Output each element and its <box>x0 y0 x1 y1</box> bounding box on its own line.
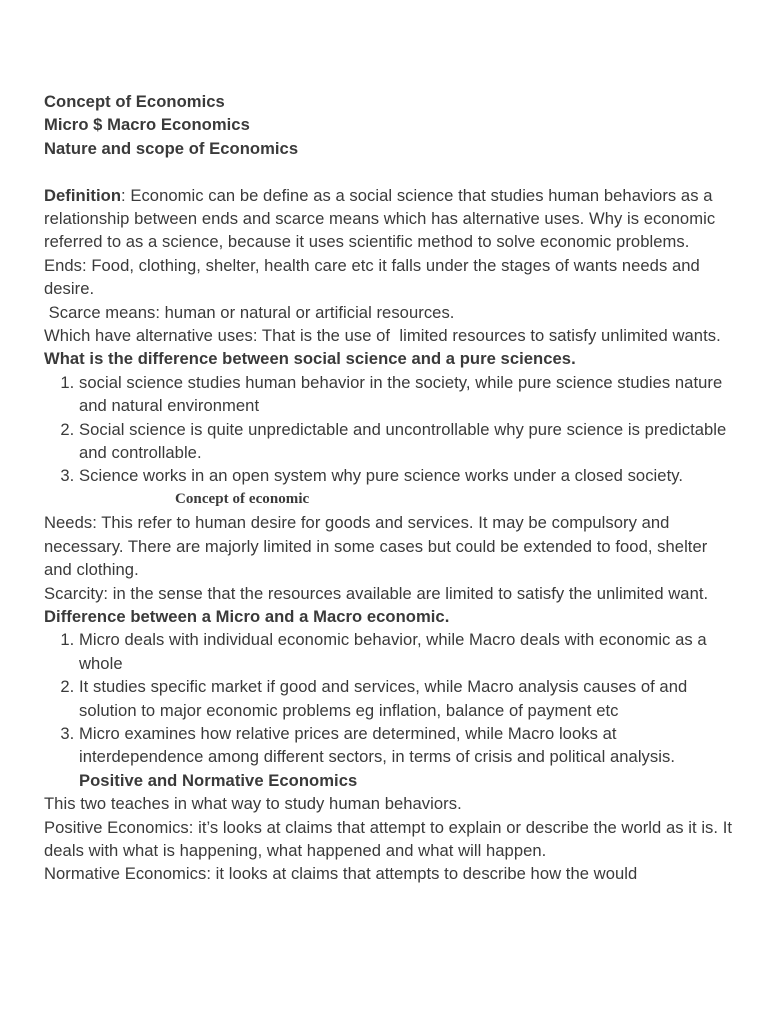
positive-economics-paragraph: Positive Economics: it’s looks at claims that attempt to explain or describe the world as it is. It deals with what is happening, what happened and what will happen. <box>44 817 737 860</box>
definition-text: : Economic can be define as a social science that studies human behaviors as a relationship between ends and scarce means which has alternative uses. Why is economic referred to as a science, because it uses scientific method to solve economic problems. <box>44 185 720 252</box>
heading-nature-scope: Nature and scope of Economics <box>44 138 299 158</box>
needs-paragraph: Needs: This refer to human desire for goods and services. It may be compulsory and necessary. There are majorly limited in some cases but could be extended to food, shelter and clothing. <box>44 513 712 580</box>
heading-micro-macro: Micro $ Macro Economics <box>44 115 250 135</box>
micro-macro-list <box>44 628 734 768</box>
list-item: 1. Micro deals with individual economic behavior, while Macro deals with economic as a whole <box>79 628 734 675</box>
concept-subtitle: Concept of economic <box>175 490 310 507</box>
list-item: 3. Science works in an open system why pure science works under a closed society. <box>79 464 734 487</box>
scarcity-paragraph: Scarcity: in the sense that the resources available are limited to satisfy the unlimited want. <box>44 583 709 603</box>
definition-label: Definition <box>44 185 122 205</box>
list-item: 3. Micro examines how relative prices are determined, while Macro looks at interdependence among different sectors, in terms of crisis and political analysis. <box>79 722 734 769</box>
positive-normative-heading: Positive and Normative Economics <box>79 770 358 790</box>
scarce-means-paragraph: Scarce means: human or natural or artificial resources. <box>44 302 455 322</box>
normative-economics-paragraph: Normative Economics: it looks at claims that attempts to describe how the would <box>44 864 638 884</box>
positive-normative-intro: This two teaches in what way to study human behaviors. <box>44 794 462 814</box>
spacer <box>44 160 734 183</box>
list-item: 1. social science studies human behavior in the society, while pure science studies nature and natural environment <box>79 371 734 418</box>
definition-paragraph <box>44 184 734 254</box>
ends-paragraph: Ends: Food, clothing, shelter, health care etc it falls under the stages of wants needs and desire. <box>44 255 705 299</box>
social-vs-pure-heading: What is the difference between social science and a pure sciences. <box>44 349 576 369</box>
list-item: 2. It studies specific market if good and services, while Macro analysis causes of and solution to major economic problems eg inflation, balance of payment etc <box>79 675 734 722</box>
list-item: 2. Social science is quite unpredictable and uncontrollable why pure science is predictable and controllable. <box>79 418 734 465</box>
social-vs-pure-list <box>44 371 734 488</box>
alternative-uses-paragraph: Which have alternative uses: That is the use of limited resources to satisfy unlimited wants. <box>44 326 721 346</box>
micro-macro-heading: Difference between a Micro and a Macro economic. <box>44 606 450 626</box>
heading-concept: Concept of Economics <box>44 92 225 111</box>
document-page <box>44 90 737 886</box>
